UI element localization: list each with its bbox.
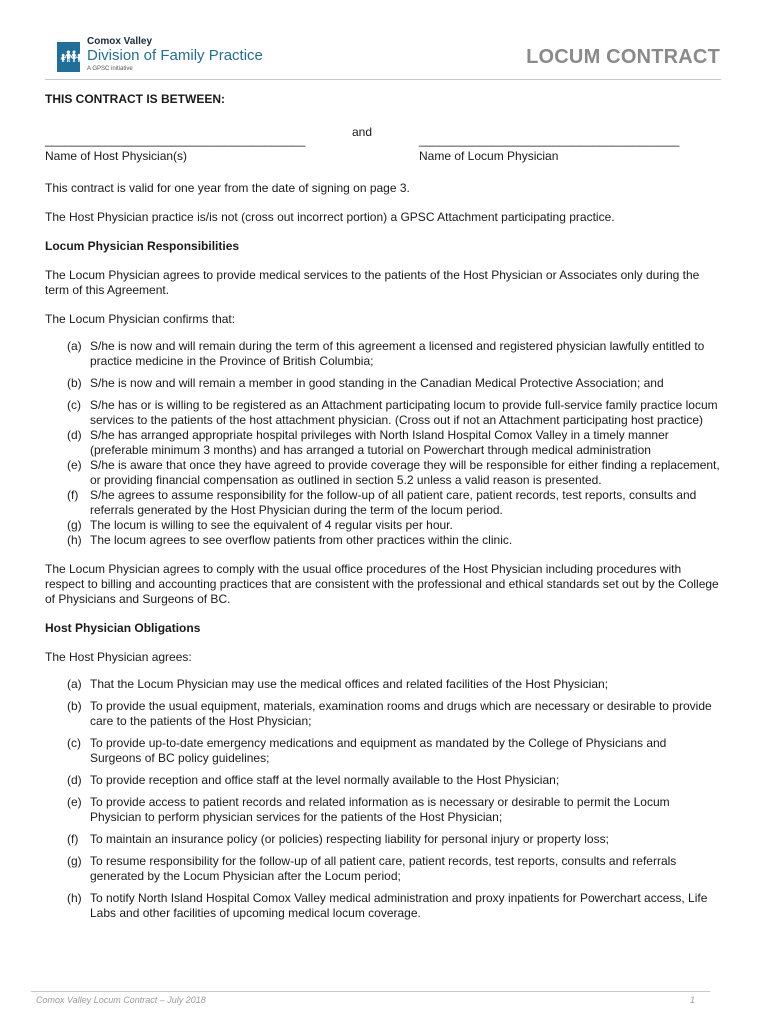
list-item: (c) S/he has or is willing to be registered as an Attachment participating locum to provide full-service family practice locum services to the patients of the host attachment physician. (Cross out if not an Attachment participating host practice) (67, 398, 718, 427)
footer-document-name: Comox Valley Locum Contract – July 2018 (36, 995, 206, 1005)
family-icon: 👪︎ (57, 42, 80, 72)
document-title: LOCUM CONTRACT (526, 46, 720, 68)
host-agrees-text: The Host Physician agrees: (45, 650, 192, 664)
list-item: (b) To provide the usual equipment, materials, examination rooms and drugs which are necessary or desirable to provide care to the patients of the Host Physician; (67, 699, 712, 728)
locum-agreement-text: The Locum Physician agrees to provide medical services to the patients of the Host Physician or Associates only during the term of this Agreement. (45, 268, 700, 297)
list-item: (c) To provide up-to-date emergency medications and equipment as mandated by the College of Physicians and Surgeons of BC policy guidelines; (67, 736, 667, 765)
list-item: (f) To maintain an insurance policy (or policies) respecting liability for personal injury or property loss; (67, 832, 609, 846)
list-item: (d) To provide reception and office staff at the level normally available to the Host Physician; (67, 773, 560, 787)
list-item: (f) S/he agrees to assume responsibility for the follow-up of all patient care, patient records, test reports, consults and referrals generated by the Host Physician during the term of the locum period. (67, 488, 697, 517)
logo-org-name: Comox Valley (87, 36, 153, 47)
gpsc-text: The Host Physician practice is/is not (cross out incorrect portion) a GPSC Attachment participating practice. (45, 210, 615, 224)
and-text: and (352, 125, 373, 139)
logo-tagline: A GPSC initiative (87, 66, 133, 72)
list-item: (h) To notify North Island Hospital Comox Valley medical administration and proxy inpatients for Powerchart access, Life Labs and other facilities of upcoming medical locum coverage. (67, 891, 708, 920)
list-item: (g) The locum is willing to see the equivalent of 4 regular visits per hour. (67, 518, 453, 532)
locum-name-line[interactable]: _______________________________________ (419, 133, 680, 147)
host-list (45, 677, 721, 921)
locum-confirms-text: The Locum Physician confirms that: (45, 312, 236, 326)
division-logo (57, 36, 267, 76)
footer-divider (31, 991, 710, 992)
list-item: (a) S/he is now and will remain during the term of this agreement a licensed and registered physician lawfully entitled to practice medicine in the Province of British Columbia; (67, 339, 705, 368)
list-item: (h) The locum agrees to see overflow patients from other practices within the clinic. (67, 533, 513, 547)
page-number: 1 (690, 995, 696, 1005)
document-body (45, 92, 721, 921)
list-item: (g) To resume responsibility for the follow-up of all patient care, patient records, test reports, consults and referrals generated by the Locum Physician after the Locum period; (67, 854, 677, 883)
host-name-line[interactable]: _______________________________________ (45, 133, 306, 147)
locum-list (45, 339, 721, 548)
host-heading: Host Physician Obligations (45, 621, 201, 635)
host-name-label: Name of Host Physician(s) (45, 149, 188, 163)
parties-heading: THIS CONTRACT IS BETWEEN: (45, 92, 225, 106)
page-header (0, 0, 770, 80)
logo-division-name: Division of Family Practice (87, 47, 263, 64)
locum-heading: Locum Physician Responsibilities (45, 239, 240, 253)
validity-text: This contract is valid for one year from the date of signing on page 3. (45, 181, 410, 195)
list-item: (b) S/he is now and will remain a member in good standing in the Canadian Medical Protective Association; and (67, 376, 664, 390)
comply-text: The Locum Physician agrees to comply with the usual office procedures of the Host Physician including procedures with respect to billing and accounting practices that are consistent with the professional and ethical standards set out by the College of Physicians and Surgeons of BC. (45, 562, 719, 606)
locum-name-label: Name of Locum Physician (419, 149, 559, 163)
list-item: (a) That the Locum Physician may use the medical offices and related facilities of the Host Physician; (67, 677, 609, 691)
list-item: (e) S/he is aware that once they have agreed to provide coverage they will be responsible for either finding a replacement, or providing financial compensation as outlined in section 5.2 unless a valid reason is presented. (67, 458, 720, 487)
signature-row (45, 125, 721, 167)
list-item: (e) To provide access to patient records and related information as is necessary or desirable to permit the Locum Physician to perform physician services for the patients of the Host Physician; (67, 795, 670, 824)
list-item: (d) S/he has arranged appropriate hospital privileges with North Island Hospital Comox Valley in a timely manner (preferable minimum 3 months) and has arranged a tutorial on Powerchart through medical administration (67, 428, 669, 457)
header-divider (45, 79, 721, 80)
